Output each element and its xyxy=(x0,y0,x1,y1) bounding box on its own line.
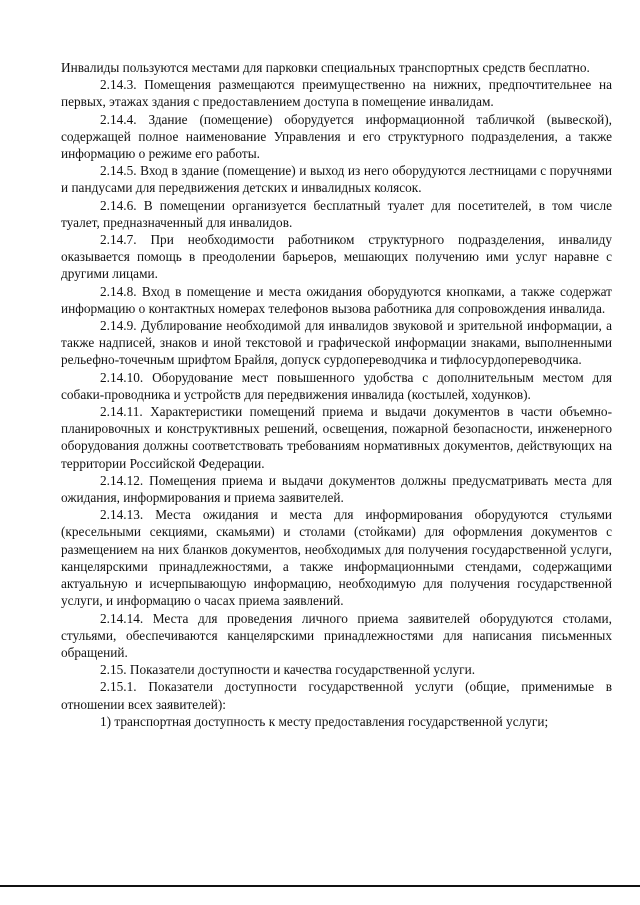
paragraph-2-14-4: 2.14.4. Здание (помещение) оборудуется информационной табличкой (вывеской), содержащей полное наименование Управления и его структурного подразделения, а также информацию о режиме его работы. xyxy=(61,111,612,162)
document-body xyxy=(61,59,612,730)
paragraph-2-14-9: 2.14.9. Дублирование необходимой для инвалидов звуковой и зрительной информации, а также надписей, знаков и иной текстовой и графической информации знаками, выполненными рельефно-точечным шрифтом Брайля, допуск сурдопереводчика и тифлосурдопереводчика. xyxy=(61,318,612,368)
paragraph-parking: Инвалиды пользуются местами для парковки специальных транспортных средств бесплатно. xyxy=(61,60,590,75)
paragraph-2-14-13: 2.14.13. Места ожидания и места для информирования оборудуются стульями (кресельными секциями, скамьями) и столами (стойками) для оформления документов с размещением на них бланков документов, необходимых для получения государственной услуги, канцелярскими принадлежностями, а также информационными стендами, содержащими актуальную и исчерпывающую информацию, необходимую для получения государственной услуги, и информацию о часах приема заявлений. xyxy=(61,507,612,609)
paragraph-2-15-1: 2.15.1. Показатели доступности государственной услуги (общие, применимые в отношении всех заявителей): xyxy=(61,679,612,712)
paragraph-2-14-5: 2.14.5. Вход в здание (помещение) и выход из него оборудуются лестницами с поручнями и пандусами для передвижения детских и инвалидных колясок. xyxy=(61,163,612,196)
paragraph-2-14-6: 2.14.6. В помещении организуется бесплатный туалет для посетителей, в том числе туалет, предназначенный для инвалидов. xyxy=(61,197,612,230)
paragraph-2-15: 2.15. Показатели доступности и качества государственной услуги. xyxy=(100,662,476,678)
paragraph-2-14-7: 2.14.7. При необходимости работником структурного подразделения, инвалиду оказывается помощь в преодолении барьеров, мешающих получению ими услуг наравне с другими лицами. xyxy=(61,232,612,282)
paragraph-list-item-1: 1) транспортная доступность к месту предоставления государственной услуги; xyxy=(100,713,549,729)
paragraph-2-14-10: 2.14.10. Оборудование мест повышенного удобства с дополнительным местом для собаки-проводника и устройств для передвижения инвалида (костылей, ходунков). xyxy=(61,369,612,402)
paragraph-2-14-11: 2.14.11. Характеристики помещений приема и выдачи документов в части объемно-планировочных и конструктивных решений, освещения, пожарной безопасности, инженерного оборудования должны соответствовать требованиям нормативных документов, действующих на территории Российской Федерации. xyxy=(61,404,612,471)
bottom-divider-line xyxy=(0,885,640,887)
paragraph-2-14-3: 2.14.3. Помещения размещаются преимущественно на нижних, предпочтительнее на первых, этажах здания с предоставлением доступа в помещение инвалидам. xyxy=(61,77,612,110)
paragraph-2-14-12: 2.14.12. Помещения приема и выдачи документов должны предусматривать места для ожидания, информирования и приема заявителей. xyxy=(61,472,612,506)
paragraph-2-14-8: 2.14.8. Вход в помещение и места ожидания оборудуются кнопками, а также содержат информацию о контактных номерах телефонов вызова работника для сопровождения инвалида. xyxy=(61,283,612,316)
paragraph-2-14-14: 2.14.14. Места для проведения личного приема заявителей оборудуются столами, стульями, обеспечиваются канцелярскими принадлежностями для написания письменных обращений. xyxy=(61,610,612,660)
